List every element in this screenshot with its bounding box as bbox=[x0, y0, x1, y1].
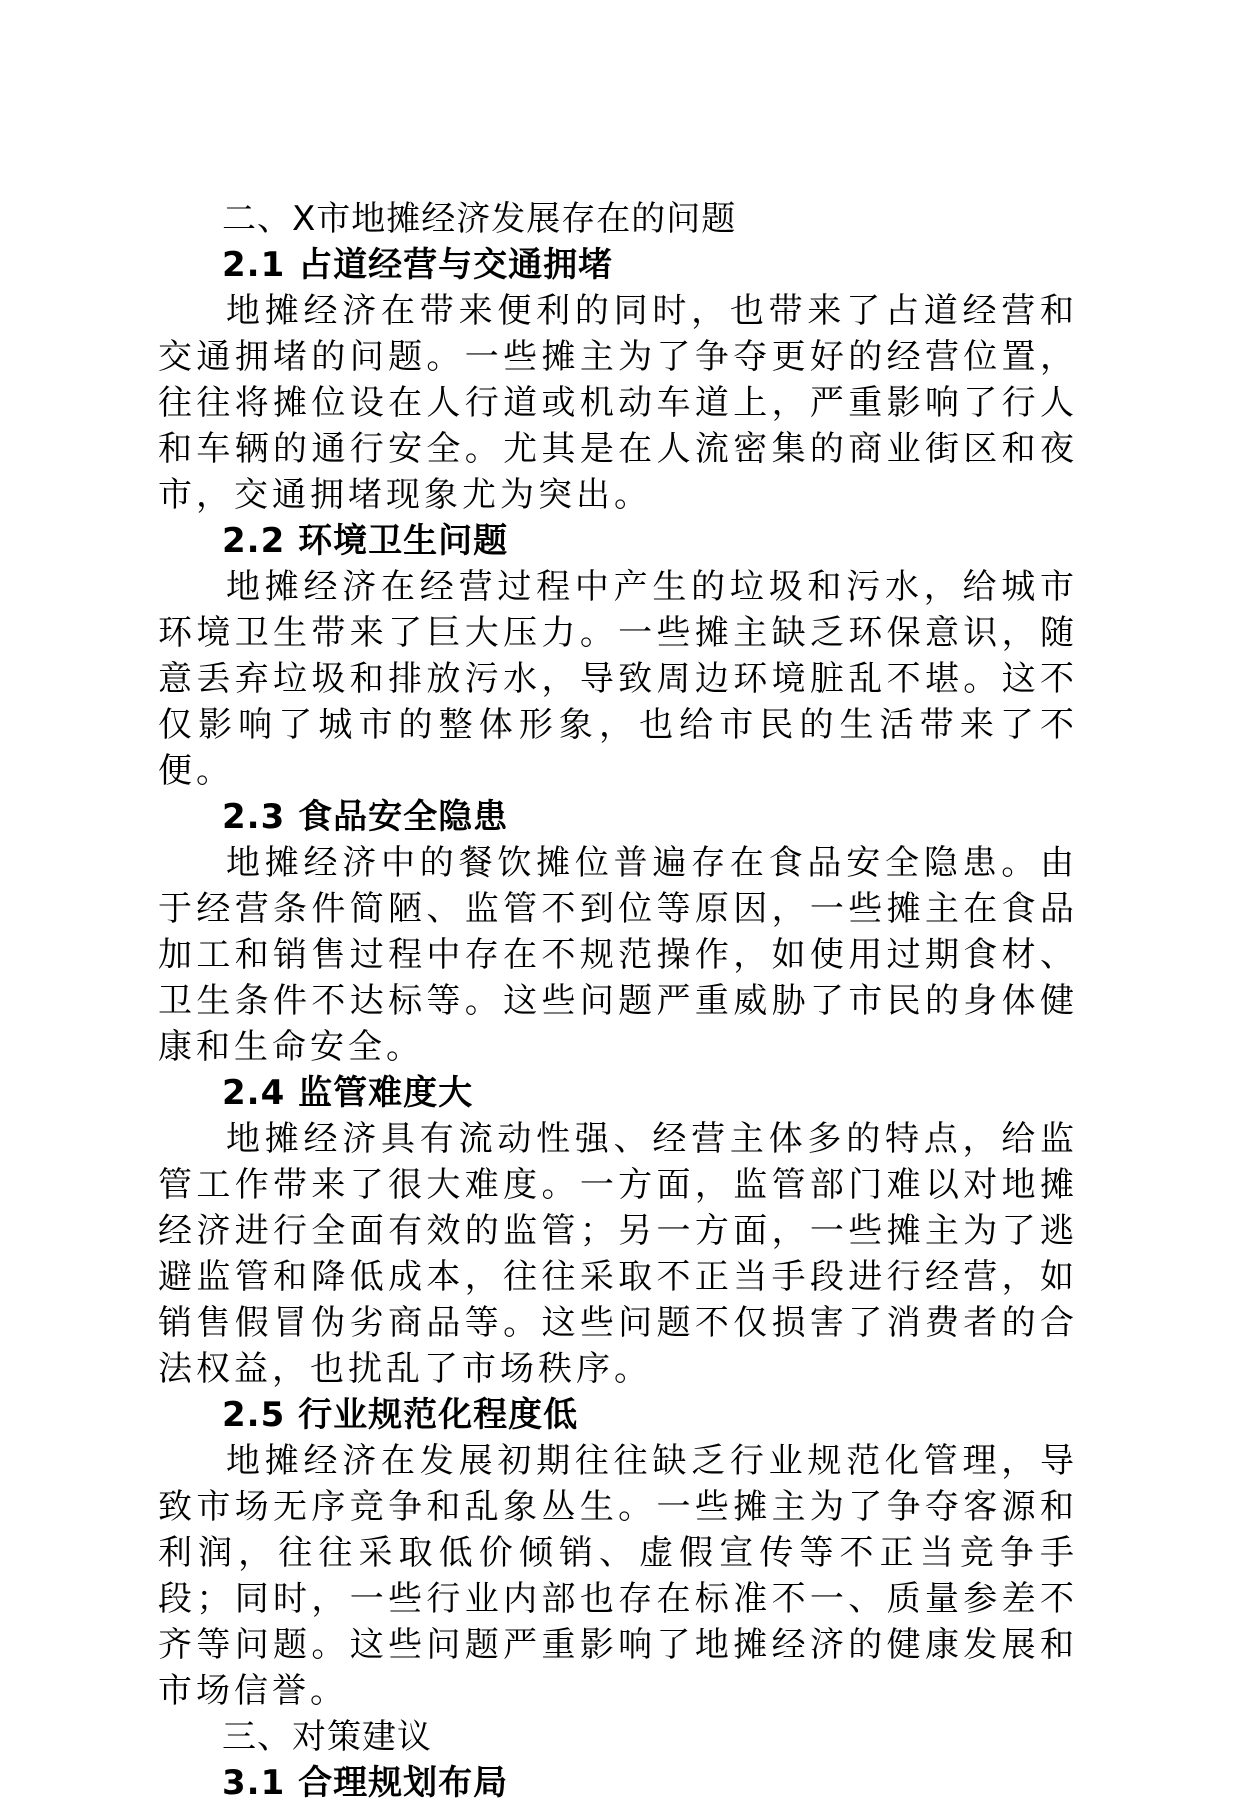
subsection-2-3-paragraph: 地摊经济中的餐饮摊位普遍存在食品安全隐患。由于经营条件简陋、监管不到位等原因，一些摊主在食品加工和销售过程中存在不规范操作，如使用过期食材、卫生条件不达标等。这些问题严重威胁了市民的身体健康和生命安全。 bbox=[158, 843, 1078, 1067]
subsection-2-2-paragraph: 地摊经济在经营过程中产生的垃圾和污水，给城市环境卫生带来了巨大压力。一些摊主缺乏环保意识，随意丢弃垃圾和排放污水，导致周边环境脏乱不堪。这不仅影响了城市的整体形象，也给市民的生活带来了不便。 bbox=[158, 567, 1078, 791]
subsection-2-4-heading: 2.4 监管难度大 bbox=[222, 1073, 474, 1113]
subsection-2-3-heading: 2.3 食品安全隐患 bbox=[222, 797, 509, 837]
subsection-2-1-heading: 2.1 占道经营与交通拥堵 bbox=[222, 245, 614, 285]
subsection-2-5-heading: 2.5 行业规范化程度低 bbox=[222, 1395, 579, 1435]
subsection-3-1-heading: 3.1 合理规划布局 bbox=[222, 1763, 509, 1803]
section-2-heading: 二、X市地摊经济发展存在的问题 bbox=[222, 199, 737, 239]
subsection-2-4-paragraph: 地摊经济具有流动性强、经营主体多的特点，给监管工作带来了很大难度。一方面，监管部门难以对地摊经济进行全面有效的监管；另一方面，一些摊主为了逃避监管和降低成本，往往采取不正当手段进行经营，如销售假冒伪劣商品等。这些问题不仅损害了消费者的合法权益，也扰乱了市场秩序。 bbox=[158, 1119, 1078, 1389]
subsection-2-2-heading: 2.2 环境卫生问题 bbox=[222, 521, 509, 561]
document-page bbox=[158, 196, 1078, 1806]
subsection-2-1-paragraph: 地摊经济在带来便利的同时，也带来了占道经营和交通拥堵的问题。一些摊主为了争夺更好的经营位置，往往将摊位设在人行道或机动车道上，严重影响了行人和车辆的通行安全。尤其是在人流密集的商业街区和夜市，交通拥堵现象尤为突出。 bbox=[158, 291, 1078, 515]
subsection-2-5-paragraph: 地摊经济在发展初期往往缺乏行业规范化管理，导致市场无序竞争和乱象丛生。一些摊主为了争夺客源和利润，往往采取低价倾销、虚假宣传等不正当竞争手段；同时，一些行业内部也存在标准不一、质量参差不齐等问题。这些问题严重影响了地摊经济的健康发展和市场信誉。 bbox=[158, 1441, 1078, 1711]
section-3-heading: 三、对策建议 bbox=[222, 1717, 432, 1757]
